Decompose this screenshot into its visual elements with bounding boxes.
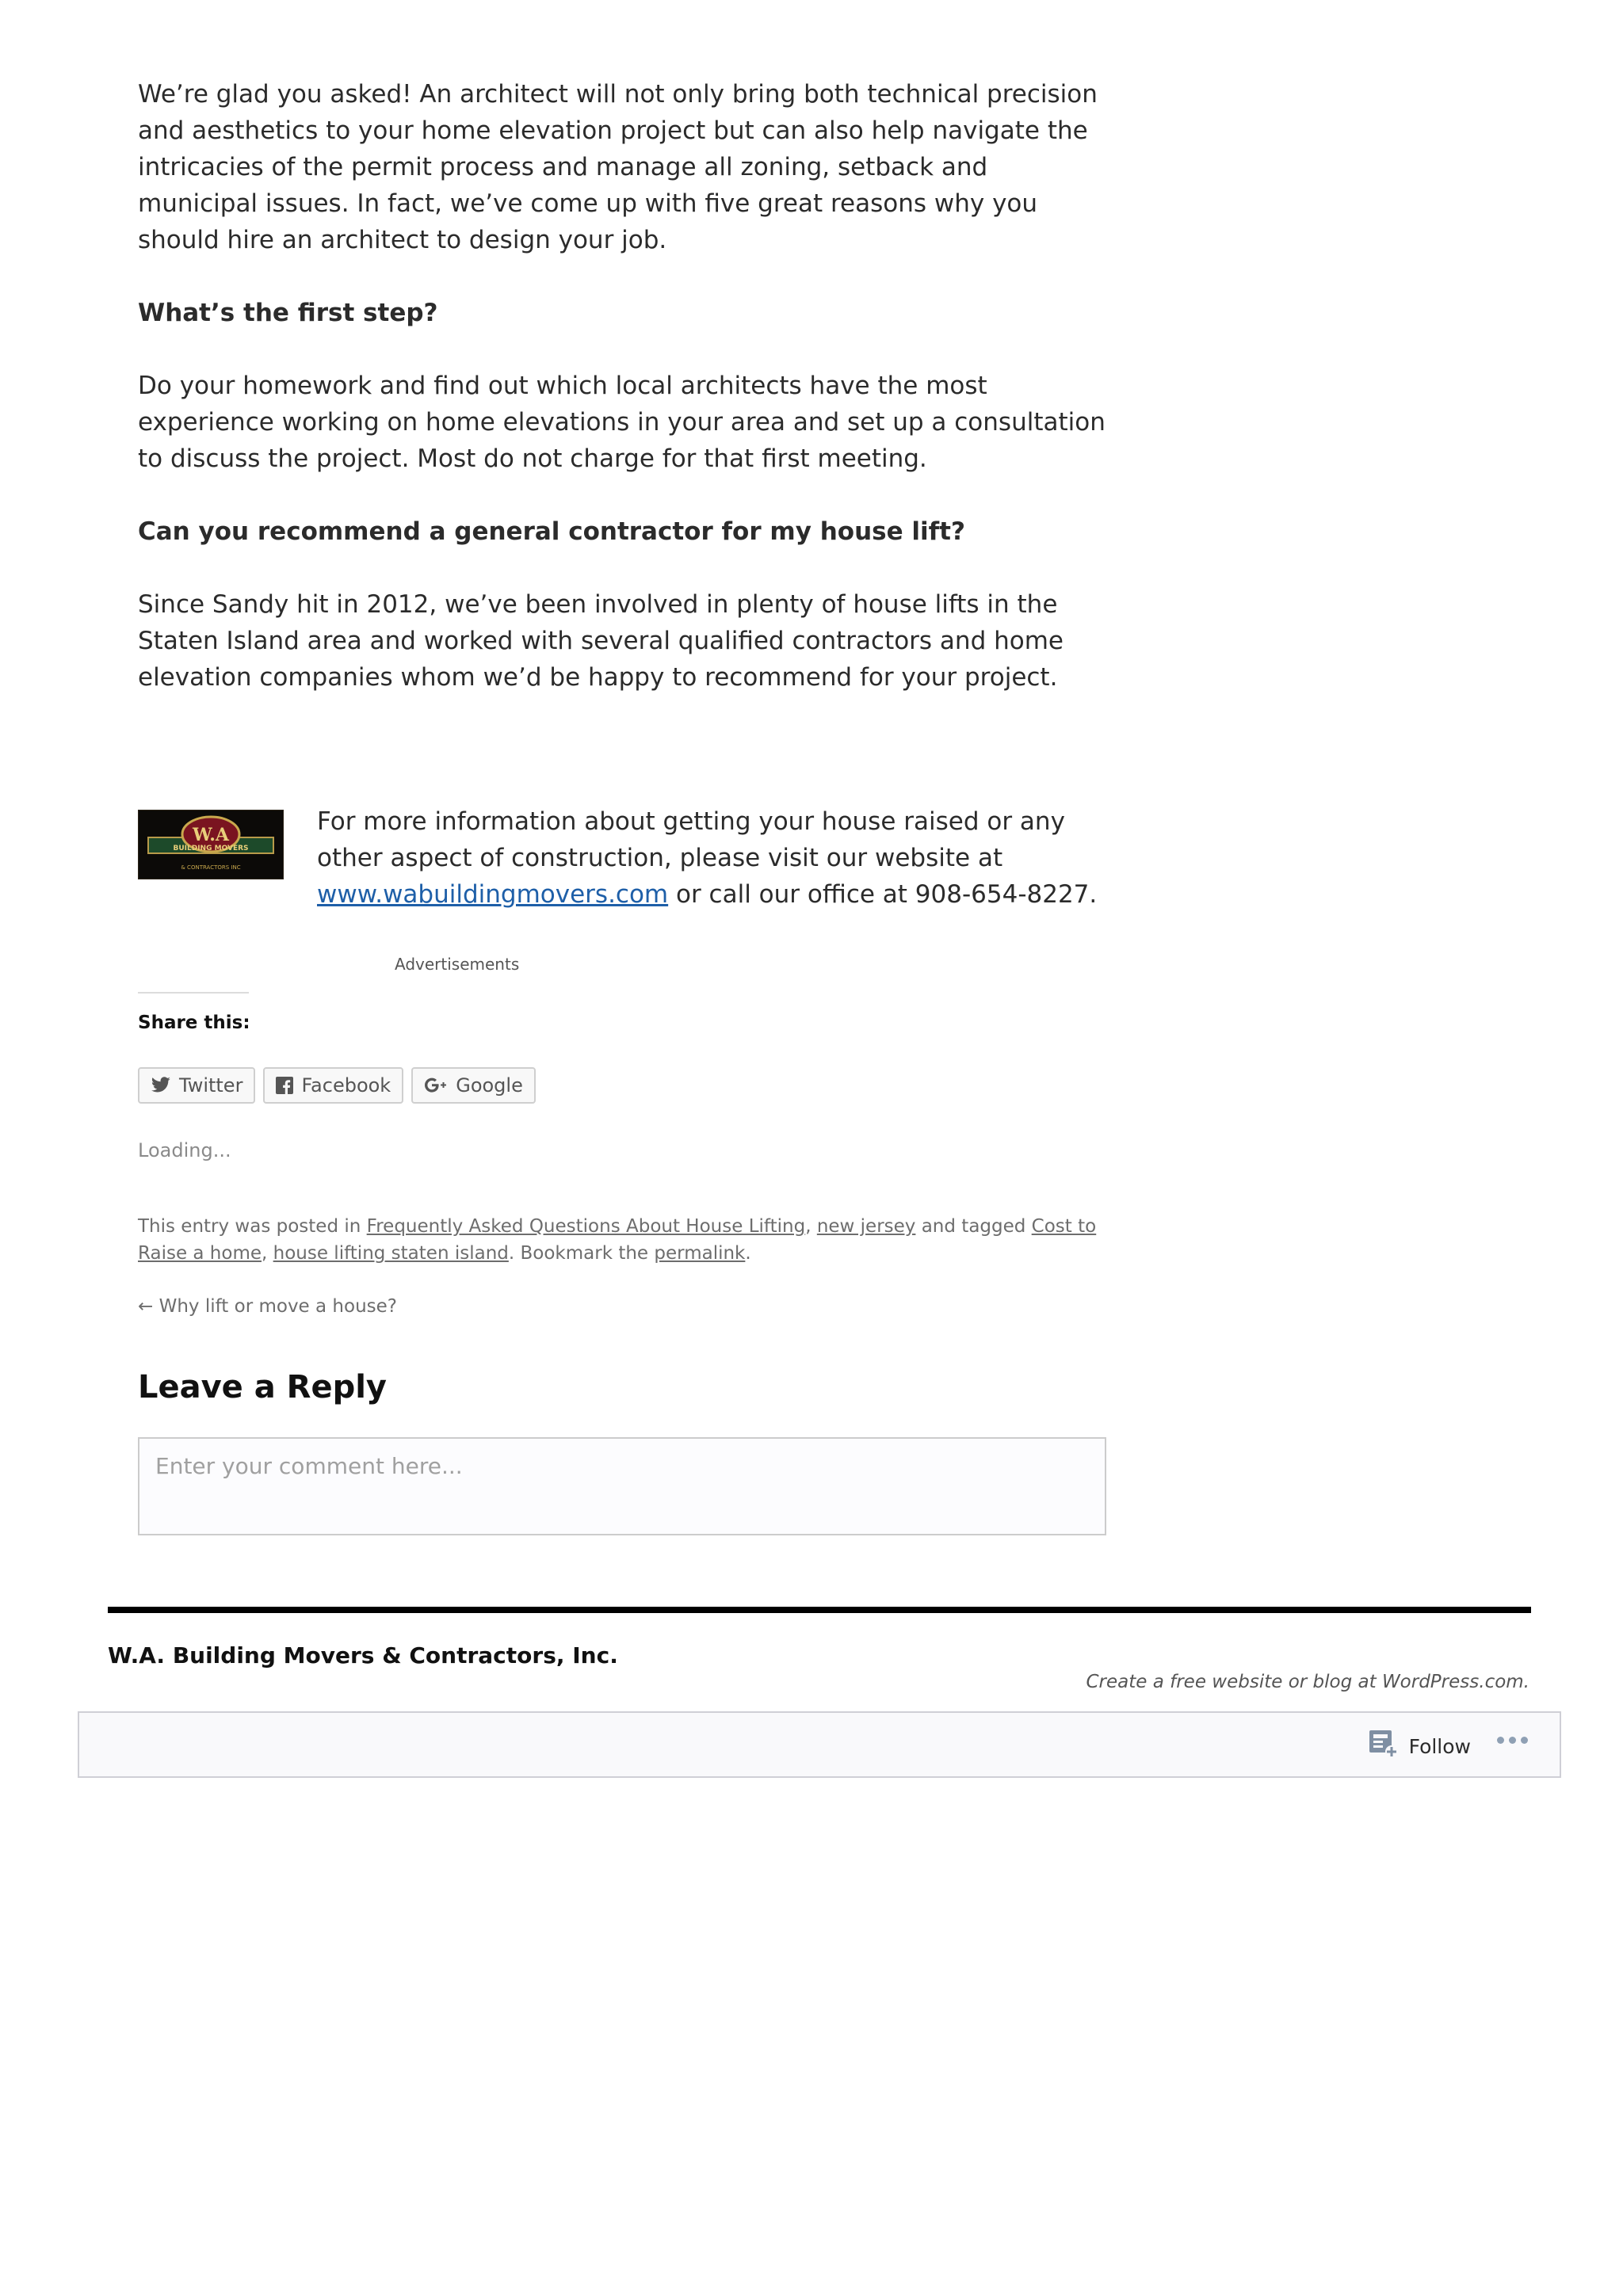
more-options-button[interactable] bbox=[1497, 1737, 1528, 1744]
category-link-new-jersey[interactable]: new jersey bbox=[816, 1216, 916, 1237]
company-logo bbox=[138, 810, 284, 879]
share-google-button[interactable] bbox=[411, 1067, 536, 1104]
advertisements-label: Advertisements bbox=[395, 955, 520, 974]
answer-first-step: Do your homework and find out which local architects have the most experience working on home elevations in your area and set up a consultation to discuss the project. Most do not charge for that first meeting. bbox=[138, 372, 1106, 473]
share-facebook-button[interactable] bbox=[263, 1067, 403, 1104]
share-title: Share this: bbox=[138, 1013, 250, 1033]
ellipsis-icon bbox=[1497, 1737, 1504, 1744]
contact-info-block bbox=[138, 803, 1106, 909]
comment-box bbox=[138, 1437, 1106, 1535]
follow-icon bbox=[1368, 1729, 1400, 1764]
follow-label: Follow bbox=[1408, 1734, 1471, 1758]
footer-divider bbox=[108, 1607, 1531, 1613]
site-title-link[interactable]: W.A. Building Movers & Contractors, Inc. bbox=[108, 1642, 618, 1669]
wordpress-credit-link[interactable]: Create a free website or blog at WordPress.com. bbox=[1086, 1672, 1529, 1692]
share-twitter-label: Twitter bbox=[179, 1074, 243, 1097]
logo-small-text: & CONTRACTORS INC bbox=[181, 864, 241, 871]
previous-post-link[interactable]: ← Why lift or move a house? bbox=[138, 1296, 397, 1317]
answer-contractor: Since Sandy hit in 2012, we’ve been involved in plenty of house lifts in the Staten Island area and worked with several qualified contractors and home elevation companies whom we’d be happy to recommend for your project. bbox=[138, 590, 1064, 692]
google-plus-icon bbox=[424, 1077, 448, 1094]
share-google-label: Google bbox=[456, 1074, 523, 1097]
category-link-faq[interactable]: Frequently Asked Questions About House Lifting bbox=[366, 1216, 806, 1237]
contact-info-text: For more information about getting your house raised or any other aspect of construction, please visit our website at www.wabuildingmovers.com or call our office at 908-654-8227. bbox=[317, 807, 1098, 909]
comment-input[interactable] bbox=[139, 1439, 1105, 1534]
follow-button[interactable] bbox=[1368, 1729, 1471, 1764]
article-content bbox=[138, 76, 1106, 696]
leave-reply-heading: Leave a Reply bbox=[138, 1369, 388, 1405]
intro-paragraph: We’re glad you asked! An architect will not only bring both technical precision and aesthetics to your home elevation project but can also help navigate the intricacies of the permit process and manage all zoning, setback and municipal issues. In fact, we’ve come up with five great reasons why you should hire an architect to design your job. bbox=[138, 80, 1098, 254]
permalink-link[interactable]: permalink bbox=[654, 1243, 746, 1264]
tag-link-house-lifting[interactable]: house lifting staten island bbox=[273, 1243, 509, 1264]
entry-meta: This entry was posted in Frequently Asked Questions About House Lifting, new jersey and tagged Cost to Raise a home, house lifting staten island. Bookmark the permalink. bbox=[138, 1216, 1097, 1264]
tag-link-cost-to-raise[interactable]: Cost to Raise a home bbox=[138, 1216, 1097, 1264]
action-bar bbox=[78, 1711, 1561, 1778]
logo-text: W.A bbox=[192, 825, 230, 845]
logo-subtitle: BUILDING MOVERS bbox=[173, 845, 249, 852]
question-first-step: What’s the first step? bbox=[138, 299, 438, 327]
share-divider bbox=[138, 992, 249, 994]
share-buttons bbox=[138, 1067, 536, 1104]
facebook-icon bbox=[276, 1077, 293, 1094]
likes-loading-text: Loading... bbox=[138, 1139, 231, 1161]
website-link[interactable]: www.wabuildingmovers.com bbox=[317, 880, 669, 909]
question-contractor: Can you recommend a general contractor for my house lift? bbox=[138, 517, 965, 546]
share-facebook-label: Facebook bbox=[301, 1074, 391, 1097]
twitter-icon bbox=[151, 1077, 171, 1094]
share-twitter-button[interactable] bbox=[138, 1067, 255, 1104]
